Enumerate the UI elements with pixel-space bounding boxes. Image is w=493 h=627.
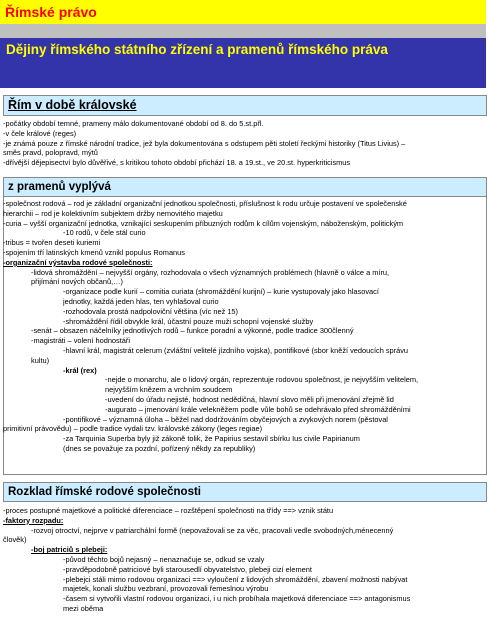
page-title: Římské právo: [0, 0, 486, 24]
text-line: -počátky období temné, prameny málo dokumentované období od 8. do 5.st.přl.: [3, 119, 264, 128]
text-line: -magistráti – volení hodnostáři: [31, 336, 131, 346]
text-line: -původ těchto bojů nejasný – nenaznačuje se, odkud se vzaly: [63, 554, 265, 564]
text-line: majetek, konali službu vezbraní, provozovali řemeslnou výrobu: [63, 584, 269, 594]
text-line: -hlavní král, magistrát celerum (zvláštní velitelé jízdního vojska), pontifikové (sbor kněží vedoucích správu: [63, 345, 409, 355]
text-line: -lidová shromáždění – nejvyšší orgány, rozhodovala o všech významných problémech (hlavně o válce a míru,: [31, 267, 390, 277]
text-line: -král (rex): [63, 365, 97, 375]
section-heading-text: Rozklad římské rodové společnosti: [8, 486, 202, 498]
text-line: -spojením tří latinských kmenů vznikl populus Romanus: [3, 247, 185, 257]
text-line: -proces postupné majetkové a politické diferenciace – rozštěpení společnosti na třídy ==> vznik státu: [3, 506, 334, 515]
text-line: mezi oběma: [63, 603, 104, 613]
text-line: -společnost rodová – rod je základní organizační jednotkou společnosti, příslušnost k rodu určuje postavení ve společenské: [3, 199, 407, 208]
page-subtitle: Dějiny římského státního zřízení a pramenů římského práva: [0, 38, 486, 88]
text-line: člověk): [3, 535, 27, 545]
text-line: jednotky, každá jeden hlas, ten vyhlašoval curio: [63, 296, 219, 306]
text-line: -10 rodů, v čele stál curio: [63, 228, 146, 238]
text-line: -rozhodovala prostá nadpoloviční většina (víc než 15): [63, 306, 239, 316]
text-line: -shromáždění řídil obvykle král, účastní pouze muži schopní vojenské služby: [63, 316, 314, 326]
text-line: -v čele králové (reges): [3, 128, 77, 138]
section-sources-body: [3, 199, 489, 454]
section-heading-text: Řím v době královské: [8, 98, 137, 112]
text-line: -časem si vytvořili vlastní rodovou organizaci, i u nich probíhala majetková diferenciace ==> antagonismus: [63, 594, 411, 604]
text-line: -senát – obsazen náčelníky jednotlivých rodů – funkce poradní a výkonné, podle tradice 300členný: [31, 326, 354, 336]
text-line: -faktory rozpadu:: [3, 515, 64, 525]
text-line: -pontifikové – významná úloha – běžel nad dodržováním obyčejových a zvykových norem (pěstoval: [63, 414, 388, 424]
section-heading-text: z pramenů vyplývá: [8, 181, 111, 193]
text-line: -boj patriciů s plebeji:: [31, 545, 108, 555]
text-line: směs pravd, polopravd, mýtů: [3, 148, 98, 158]
text-line: -organizační výstavba rodové společnosti:: [3, 257, 153, 267]
text-line: -augurato – jmenování krále velekněžem podle vůle bohů se odehrávalo před shromážděními: [105, 404, 411, 414]
section-decline-body: [3, 506, 489, 614]
section-heading-kingdom: [3, 95, 487, 116]
text-line: -pravděpodobně patriciové byli starousedlí obyvatelstvo, plebeji cizí element: [63, 564, 312, 574]
text-line: kultu): [31, 355, 50, 365]
text-line: -rozvoj otroctví, nejprve v patriarchální formě (nepovažovali se za věc, pracovali vedle svobodných,ménecenný: [31, 525, 394, 535]
text-line: -nejde o monarchu, ale o lidový orgán, reprezentuje rodovou společnost, je nejvyšším velitelem,: [105, 375, 419, 385]
section-heading-decline: [3, 482, 487, 502]
text-line: primitivní právovědu) – podle tradice vydali tzv. královské zákony (leges regiae): [3, 424, 263, 434]
text-line: -je známá pouze z římské národní tradice, jež byla dokumentována s odstupem pěti století řeckými historiky (Titus Livius) –: [3, 138, 406, 148]
text-line: -curia – vyšší organizační jednotka, vznikající seskupením příbuzných rodům k cílům vojenským, náboženským, politickým: [3, 218, 404, 228]
section-heading-sources: [3, 177, 487, 197]
text-line: -plebejci stáli mimo rodovou organizaci ==> vyloučení z lidových shromáždění, zbavení možnosti nabývat: [63, 574, 408, 584]
divider-strip: [0, 24, 486, 38]
text-line: hierarchii – rod je kolektivním subjektem držby nemovitého majetku: [3, 208, 223, 218]
text-line: nejvyšším knězem a vrchním soudcem: [105, 385, 233, 395]
text-line: -dřívější dějepisectví bylo důvěřivé, s kritikou tohoto období přichází 18. a 19.st., ve 20.st. hyperkriticismus: [3, 158, 351, 168]
text-line: -tribus = tvořen deseti kuriemi: [3, 238, 101, 248]
section-kingdom-body: [3, 119, 489, 168]
text-line: -za Tarquinia Superba byly již zákoně tolik, že Papirius sestavil sbírku Ius civile Papirianum: [63, 434, 360, 444]
text-line: přijímání nových občanů,…): [31, 277, 124, 287]
text-line: -organizace podle kurií – comitia curiata (shromáždění kurijní) – kurie vystupovaly jako hlasovací: [63, 287, 379, 297]
text-line: -uvedení do úřadu nejisté, hodnost nedědičná, hlavní slovo měli při jmenování zřejmě lid: [105, 394, 394, 404]
text-line: (dnes se považuje za pozdní, pořízený někdy za republiky): [63, 443, 256, 453]
